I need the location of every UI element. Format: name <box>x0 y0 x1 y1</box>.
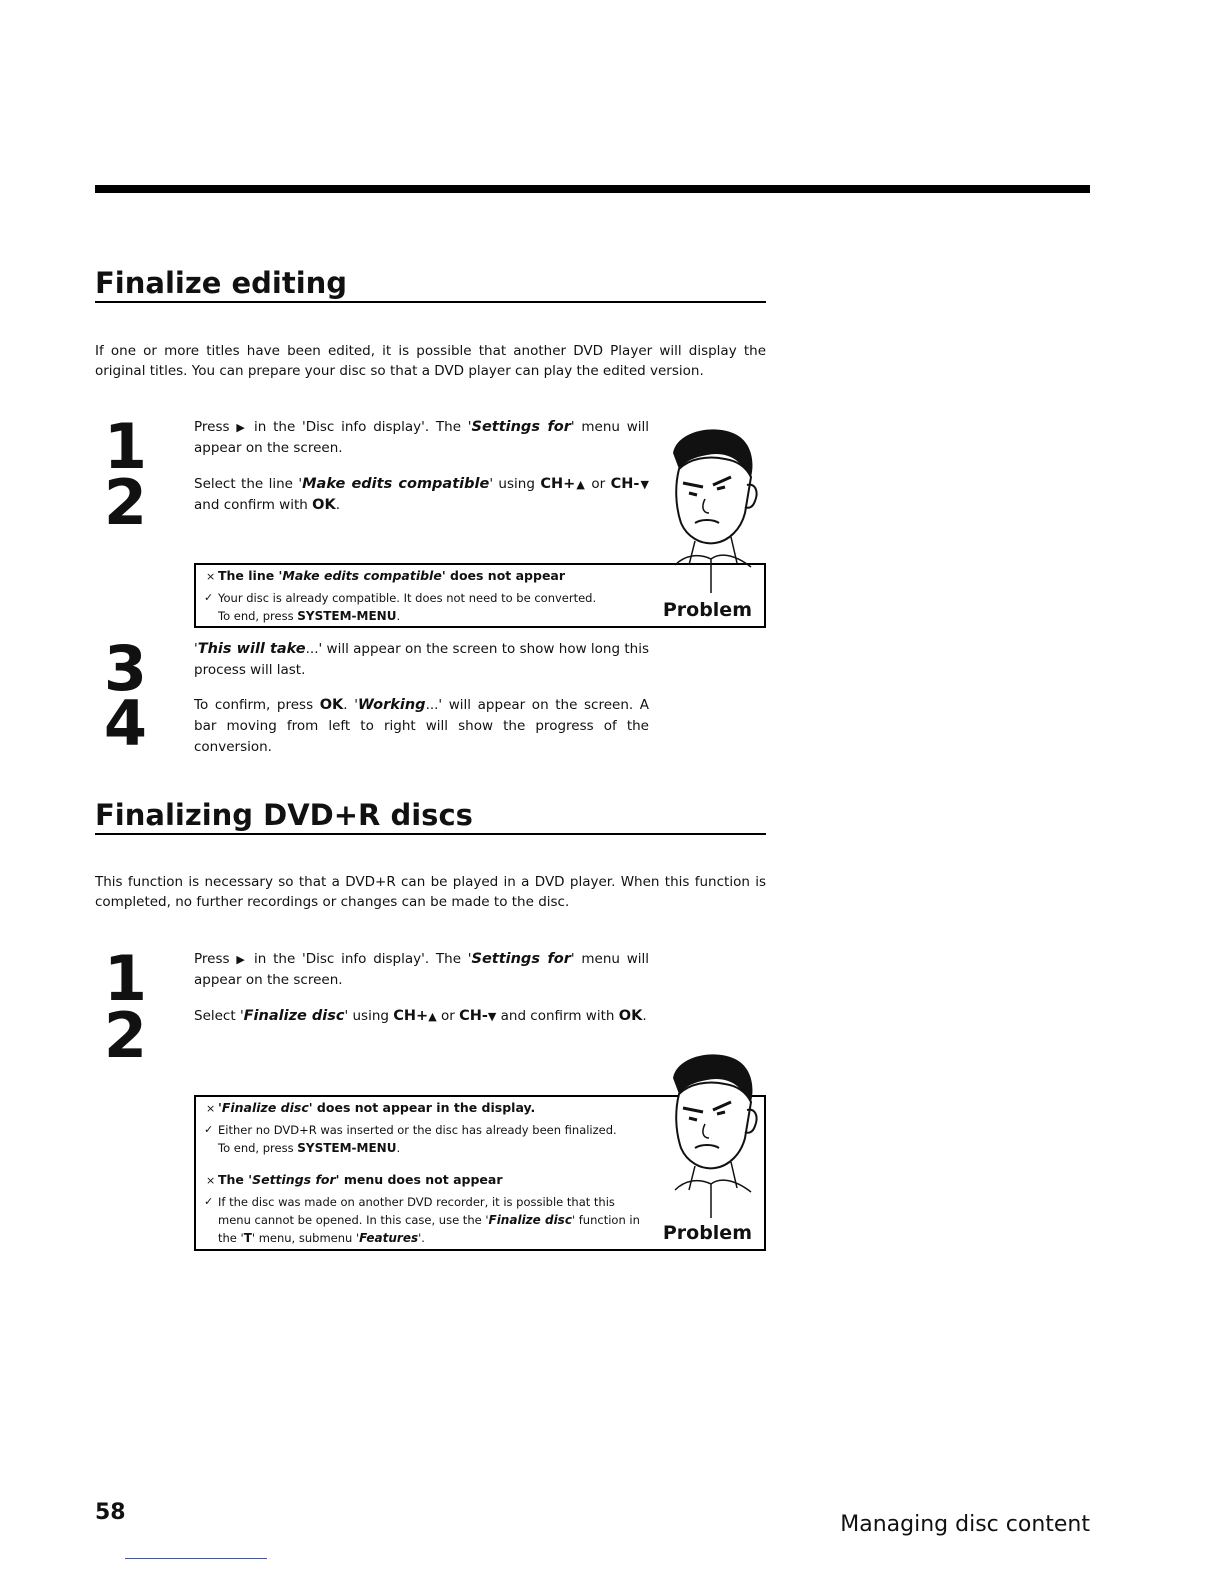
down-arrow-icon: ▼ <box>639 478 649 491</box>
cross-icon: × <box>206 1102 216 1115</box>
step-number-2: 2 <box>103 466 148 539</box>
check-icon: ✓ <box>204 1195 214 1208</box>
step-text-3: 'This will take...' will appear on the screen to show how long this process will last. <box>194 641 649 678</box>
step-text-2: Select the line 'Make edits compatible' using CH+▲ or CH-▼ and confirm with OK. <box>194 476 649 513</box>
check-icon: ✓ <box>204 591 214 604</box>
page-number: 58 <box>95 1500 126 1525</box>
down-arrow-icon: ▼ <box>487 1010 497 1023</box>
step-number-3: 3 <box>103 632 148 705</box>
step-number-4: 4 <box>103 687 148 760</box>
step-text-2b: Select 'Finalize disc' using CH+▲ or CH-▼ and confirm with OK. <box>194 1008 647 1024</box>
problem-heading-1: 'Finalize disc' does not appear in the display. <box>218 1100 536 1115</box>
footer-link-underline <box>125 1558 267 1559</box>
step-text-4: To confirm, press OK. 'Working...' will appear on the screen. A bar moving from left to right will show the progress of the conversion. <box>194 697 650 755</box>
problem-solution-end: To end, press SYSTEM-MENU. <box>218 609 401 623</box>
cross-icon: × <box>206 570 216 583</box>
settings-tools-icon: T <box>243 1231 252 1245</box>
up-arrow-icon: ▲ <box>575 478 586 491</box>
intro-finalizing-dvdr: This function is necessary so that a DVD+R can be played in a DVD player. When this function is completed, no further recordings or changes can be made to the disc. <box>95 874 766 910</box>
play-icon: ▶ <box>236 421 248 434</box>
intro-finalize-editing: If one or more titles have been edited, it is possible that another DVD Player will display the original titles. You can prepare your disc so that a DVD player can play the edited version. <box>95 343 766 379</box>
step-number-2b: 2 <box>103 999 148 1072</box>
problem-solution: Your disc is already compatible. It does not need to be converted. <box>218 591 597 605</box>
problem-heading: The line 'Make edits compatible' does not appear <box>218 568 566 583</box>
cross-icon: × <box>206 1174 216 1187</box>
problem-solution-1: Either no DVD+R was inserted or the disc has already been finalized. <box>218 1123 617 1137</box>
problem-solution-1-end: To end, press SYSTEM-MENU. <box>218 1141 401 1155</box>
check-icon: ✓ <box>204 1123 214 1136</box>
troubleshooter-face-icon <box>655 1050 770 1220</box>
step-text-1: Press ▶ in the 'Disc info display'. The 'Settings for' menu will appear on the screen. <box>194 419 650 456</box>
problem-heading-2: The 'Settings for' menu does not appear <box>218 1172 503 1187</box>
section-title-finalize-editing: Finalize editing <box>95 266 766 303</box>
problem-solution-2: If the disc was made on another DVD recorder, it is possible that this menu cannot be opened. In this case, use the 'Finalize disc' function in the 'T' menu, submenu 'Features'. <box>218 1195 640 1245</box>
problem-label: Problem <box>662 1222 752 1244</box>
step-number-1b: 1 <box>103 942 148 1015</box>
step-number-1: 1 <box>103 410 148 483</box>
up-arrow-icon: ▲ <box>428 1010 437 1023</box>
play-icon: ▶ <box>236 953 248 966</box>
top-rule <box>95 185 1090 193</box>
section-title-finalizing-dvdr: Finalizing DVD+R discs <box>95 798 766 835</box>
step-text-1b: Press ▶ in the 'Disc info display'. The 'Settings for' menu will appear on the screen. <box>194 951 650 988</box>
problem-label: Problem <box>662 599 752 621</box>
chapter-title: Managing disc content <box>840 1512 1090 1537</box>
troubleshooter-face-icon <box>655 425 770 595</box>
